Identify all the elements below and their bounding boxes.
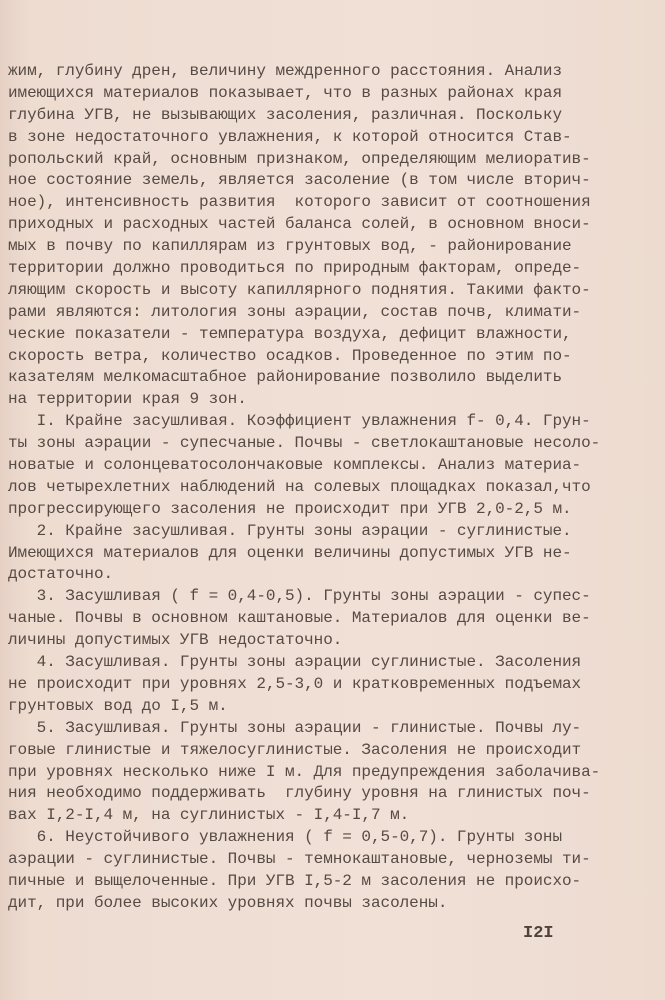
text-line: I. Крайне засушливая. Коэффициент увлажнения f- 0,4. Грун- — [8, 412, 591, 431]
text-line: ческие показатели - температура воздуха, дефицит влажности, — [8, 324, 572, 343]
text-line: ты зоны аэрации - супесчаные. Почвы - светлокаштановые несоло- — [8, 434, 601, 453]
page-number: I2I — [523, 924, 554, 943]
body-text — [8, 61, 600, 915]
text-line: достаточно. — [8, 565, 114, 584]
text-line: аэрации - суглинистые. Почвы - темнокаштановые, черноземы ти- — [8, 850, 591, 869]
text-line: Имеющихся материалов для оценки величины допустимых УГВ не- — [8, 543, 572, 562]
text-line: 4. Засушливая. Грунты зоны аэрации суглинистые. Засоления — [8, 653, 582, 672]
text-line: имеющихся материалов показывает, что в разных районах края — [8, 83, 562, 102]
text-line: лов четырехлетних наблюдений на солевых площадках показал,что — [8, 477, 591, 496]
text-line: 2. Крайне засушливая. Грунты зоны аэрации - суглинистые. — [8, 521, 572, 540]
text-line: чаные. Почвы в основном каштановые. Материалов для оценки ве- — [8, 609, 591, 628]
text-line: 3. Засушливая ( f = 0,4-0,5). Грунты зоны аэрации - супес- — [8, 587, 591, 606]
text-line: ное), интенсивность развития которого зависит от соотношения — [8, 193, 591, 212]
text-line: территории должно проводиться по природным факторам, опреде- — [8, 259, 582, 278]
text-line: приходных и расходных частей баланса солей, в основном вноси- — [8, 215, 591, 234]
text-line: 5. Засушливая. Грунты зоны аэрации - глинистые. Почвы лу- — [8, 718, 582, 737]
text-line: новатые и солонцеватосолончаковые комплексы. Анализ материа- — [8, 456, 582, 475]
text-line: мых в почву по капиллярам из грунтовых вод, - районирование — [8, 237, 572, 256]
text-line: казателям мелкомасштабное районирование позволило выделить — [8, 368, 562, 387]
text-line: вах I,2-I,4 м, на суглинистых - I,4-I,7 м. — [8, 806, 410, 825]
text-line: рами являются: литология зоны аэрации, состав почв, климати- — [8, 302, 582, 321]
text-line: глубина УГВ, не вызывающих засоления, различная. Поскольку — [8, 105, 562, 124]
text-line: скорость ветра, количество осадков. Проведенное по этим по- — [8, 346, 572, 365]
text-line: говые глинистые и тяжелосуглинистые. Засоления не происходит — [8, 740, 582, 759]
text-line: ное состояние земель, является засоление (в том числе вторич- — [8, 171, 591, 190]
text-line: ляющим скорость и высоту капиллярного поднятия. Такими факто- — [8, 280, 591, 299]
text-line: 6. Неустойчивого увлажнения ( f = 0,5-0,7). Грунты зоны — [8, 828, 562, 847]
text-line: дит, при более высоких уровнях почвы засолены. — [8, 893, 448, 912]
text-line: грунтовых вод до I,5 м. — [8, 696, 228, 715]
text-line: на территории края 9 зон. — [8, 390, 247, 409]
text-line: пичные и выщелоченные. При УГВ I,5-2 м засоления не происхо- — [8, 871, 582, 890]
text-line: в зоне недостаточного увлажнения, к которой относится Став- — [8, 127, 572, 146]
text-line: ния необходимо поддерживать глубину уровня на глинистых поч- — [8, 784, 591, 803]
text-line: жим, глубину дрен, величину междренного расстояния. Анализ — [8, 62, 562, 80]
text-line: личины допустимых УГВ недостаточно. — [8, 631, 343, 650]
text-line: прогрессирующего засоления не происходит при УГВ 2,0-2,5 м. — [8, 499, 572, 518]
text-line: ропольский край, основным признаком, определяющим мелиоратив- — [8, 149, 591, 168]
text-line: не происходит при уровнях 2,5-3,0 и кратковременных подъемах — [8, 674, 582, 693]
text-line: при уровнях несколько ниже I м. Для предупреждения заболачива- — [8, 762, 601, 781]
